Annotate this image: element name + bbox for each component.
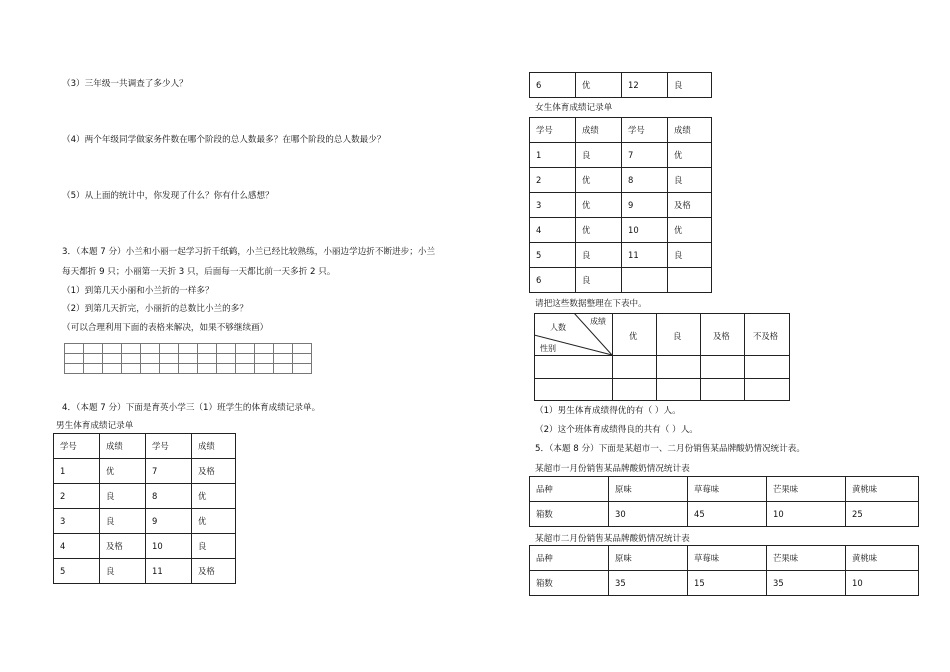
table-row [530, 73, 712, 98]
question-3-5: （5）从上面的统计中，你发现了什么？你有什么感想？ [62, 191, 274, 201]
table-cell: 25 [846, 502, 919, 527]
table-cell: 良 [668, 73, 712, 98]
table-cell: 45 [688, 502, 767, 527]
girls-record-table [529, 117, 712, 293]
table-row [530, 243, 712, 268]
table-row [530, 268, 712, 293]
table-cell: 品种 [530, 477, 609, 502]
table-cell: 黄桃味 [846, 477, 919, 502]
table-cell: 1 [54, 459, 100, 484]
table-cell: 学号 [530, 118, 576, 143]
table-cell: 7 [146, 459, 192, 484]
table-cell: 箱数 [530, 571, 609, 596]
table-cell: 优 [100, 459, 146, 484]
table-row [54, 509, 236, 534]
table-cell: 优 [576, 218, 622, 243]
table-cell: 2 [54, 484, 100, 509]
table-cell: 及格 [100, 534, 146, 559]
table-cell: 草莓味 [688, 477, 767, 502]
table-row [530, 477, 919, 502]
table-cell: 6 [530, 268, 576, 293]
table-cell: 12 [622, 73, 668, 98]
january-table-title: 某超市一月份销售某品牌酸奶情况统计表 [535, 464, 690, 474]
table-cell: 芒果味 [767, 546, 846, 571]
table-cell: 8 [622, 168, 668, 193]
table-cell: 良 [100, 509, 146, 534]
table-cell: 成绩 [192, 434, 236, 459]
table-cell: 成绩 [576, 118, 622, 143]
table-row [54, 559, 236, 584]
table-cell: 优 [576, 193, 622, 218]
table-cell: 1 [530, 143, 576, 168]
col-header-fail: 不及格 [753, 331, 779, 341]
girls-table-title: 女生体育成绩记录单 [535, 103, 613, 113]
problem-5-intro: 5．（本题 8 分）下面是某超市一、二月份销售某品牌酸奶情况统计表。 [535, 444, 805, 454]
table-cell: 10 [622, 218, 668, 243]
table-row [530, 143, 712, 168]
table-row [530, 218, 712, 243]
table-cell: 优 [576, 168, 622, 193]
scratch-grid [64, 343, 312, 374]
table-cell: 35 [609, 571, 688, 596]
boys-record-table [53, 433, 236, 584]
table-cell: 良 [100, 559, 146, 584]
table-row [530, 571, 919, 596]
question-4-2: （2）这个班体育成绩得良的共有（ ）人。 [535, 425, 698, 435]
table-cell: 优 [192, 484, 236, 509]
table-cell: 良 [576, 243, 622, 268]
table-cell: 15 [688, 571, 767, 596]
table-cell: 原味 [609, 477, 688, 502]
problem-3-hint: （可以合理利用下面的表格来解决，如果不够继续画） [62, 323, 269, 333]
table-cell: 9 [146, 509, 192, 534]
table-cell: 成绩 [100, 434, 146, 459]
table-row [54, 534, 236, 559]
organize-instruction: 请把这些数据整理在下表中。 [535, 299, 647, 309]
table-cell: 良 [576, 143, 622, 168]
header-count-label: 人数 [550, 323, 566, 332]
february-table-title: 某超市二月份销售某品牌酸奶情况统计表 [535, 534, 690, 544]
january-sales-table [529, 476, 919, 527]
table-row [530, 118, 712, 143]
table-cell: 品种 [530, 546, 609, 571]
table-cell: 学号 [622, 118, 668, 143]
table-cell: 4 [530, 218, 576, 243]
table-cell: 2 [530, 168, 576, 193]
table-cell: 6 [530, 73, 576, 98]
problem-4-intro: 4．（本题 7 分）下面是育英小学三（1）班学生的体育成绩记录单。 [62, 403, 321, 413]
table-cell: 10 [146, 534, 192, 559]
table-cell: 原味 [609, 546, 688, 571]
problem-3-q1: （1）到第几天小丽和小兰折的一样多？ [62, 286, 214, 296]
problem-3-line1: 3．（本题 7 分）小兰和小丽一起学习折千纸鹤，小兰已经比较熟练，小丽边学边折不断进步；小兰 [62, 247, 436, 257]
table-row [54, 484, 236, 509]
problem-3-q2: （2）到第几天折完，小丽折的总数比小兰的多？ [62, 304, 248, 314]
table-cell: 黄桃味 [846, 546, 919, 571]
table-row [530, 546, 919, 571]
table-cell: 良 [576, 268, 622, 293]
table-cell: 7 [622, 143, 668, 168]
table-cell: 优 [576, 73, 622, 98]
header-score-label: 成绩 [590, 317, 606, 326]
table-cell: 良 [192, 534, 236, 559]
table-cell: 箱数 [530, 502, 609, 527]
table-cell: 优 [668, 143, 712, 168]
col-header-pass: 及格 [713, 331, 730, 341]
question-4-1: （1）男生体育成绩得优的有（ ）人。 [535, 406, 681, 416]
february-sales-table [529, 545, 919, 596]
table-cell: 成绩 [668, 118, 712, 143]
table-row [530, 168, 712, 193]
table-cell: 优 [668, 218, 712, 243]
table-cell [668, 268, 712, 293]
table-cell: 5 [530, 243, 576, 268]
table-cell: 9 [622, 193, 668, 218]
table-row [530, 193, 712, 218]
table-cell: 3 [54, 509, 100, 534]
table-cell: 学号 [54, 434, 100, 459]
col-header-excellent: 优 [629, 331, 638, 341]
header-gender-label: 性别 [540, 344, 556, 353]
table-cell: 11 [146, 559, 192, 584]
table-cell: 3 [530, 193, 576, 218]
table-cell: 8 [146, 484, 192, 509]
table-cell: 30 [609, 502, 688, 527]
table-cell: 芒果味 [767, 477, 846, 502]
boys-table-title: 男生体育成绩记录单 [56, 421, 134, 431]
table-cell: 及格 [192, 559, 236, 584]
table-cell: 11 [622, 243, 668, 268]
col-header-good: 良 [673, 331, 682, 341]
table-cell: 35 [767, 571, 846, 596]
summary-table [534, 313, 790, 401]
table-cell: 及格 [192, 459, 236, 484]
table-row [530, 502, 919, 527]
question-3-4: （4）两个年级同学做家务件数在哪个阶段的总人数最多？在哪个阶段的总人数最少？ [62, 135, 386, 145]
question-3-3: （3）三年级一共调查了多少人？ [62, 79, 188, 89]
table-cell: 优 [192, 509, 236, 534]
table-cell: 及格 [668, 193, 712, 218]
boys-record-table-continued [529, 72, 712, 98]
table-row [54, 434, 236, 459]
problem-3-line2: 每天都折 9 只；小丽第一天折 3 只，后面每一天都比前一天多折 2 只。 [62, 267, 336, 277]
table-cell: 10 [846, 571, 919, 596]
table-cell [622, 268, 668, 293]
table-cell: 10 [767, 502, 846, 527]
table-cell: 5 [54, 559, 100, 584]
table-row [54, 459, 236, 484]
table-cell: 草莓味 [688, 546, 767, 571]
table-cell: 良 [668, 243, 712, 268]
table-cell: 良 [668, 168, 712, 193]
table-cell: 4 [54, 534, 100, 559]
table-cell: 学号 [146, 434, 192, 459]
table-cell: 良 [100, 484, 146, 509]
